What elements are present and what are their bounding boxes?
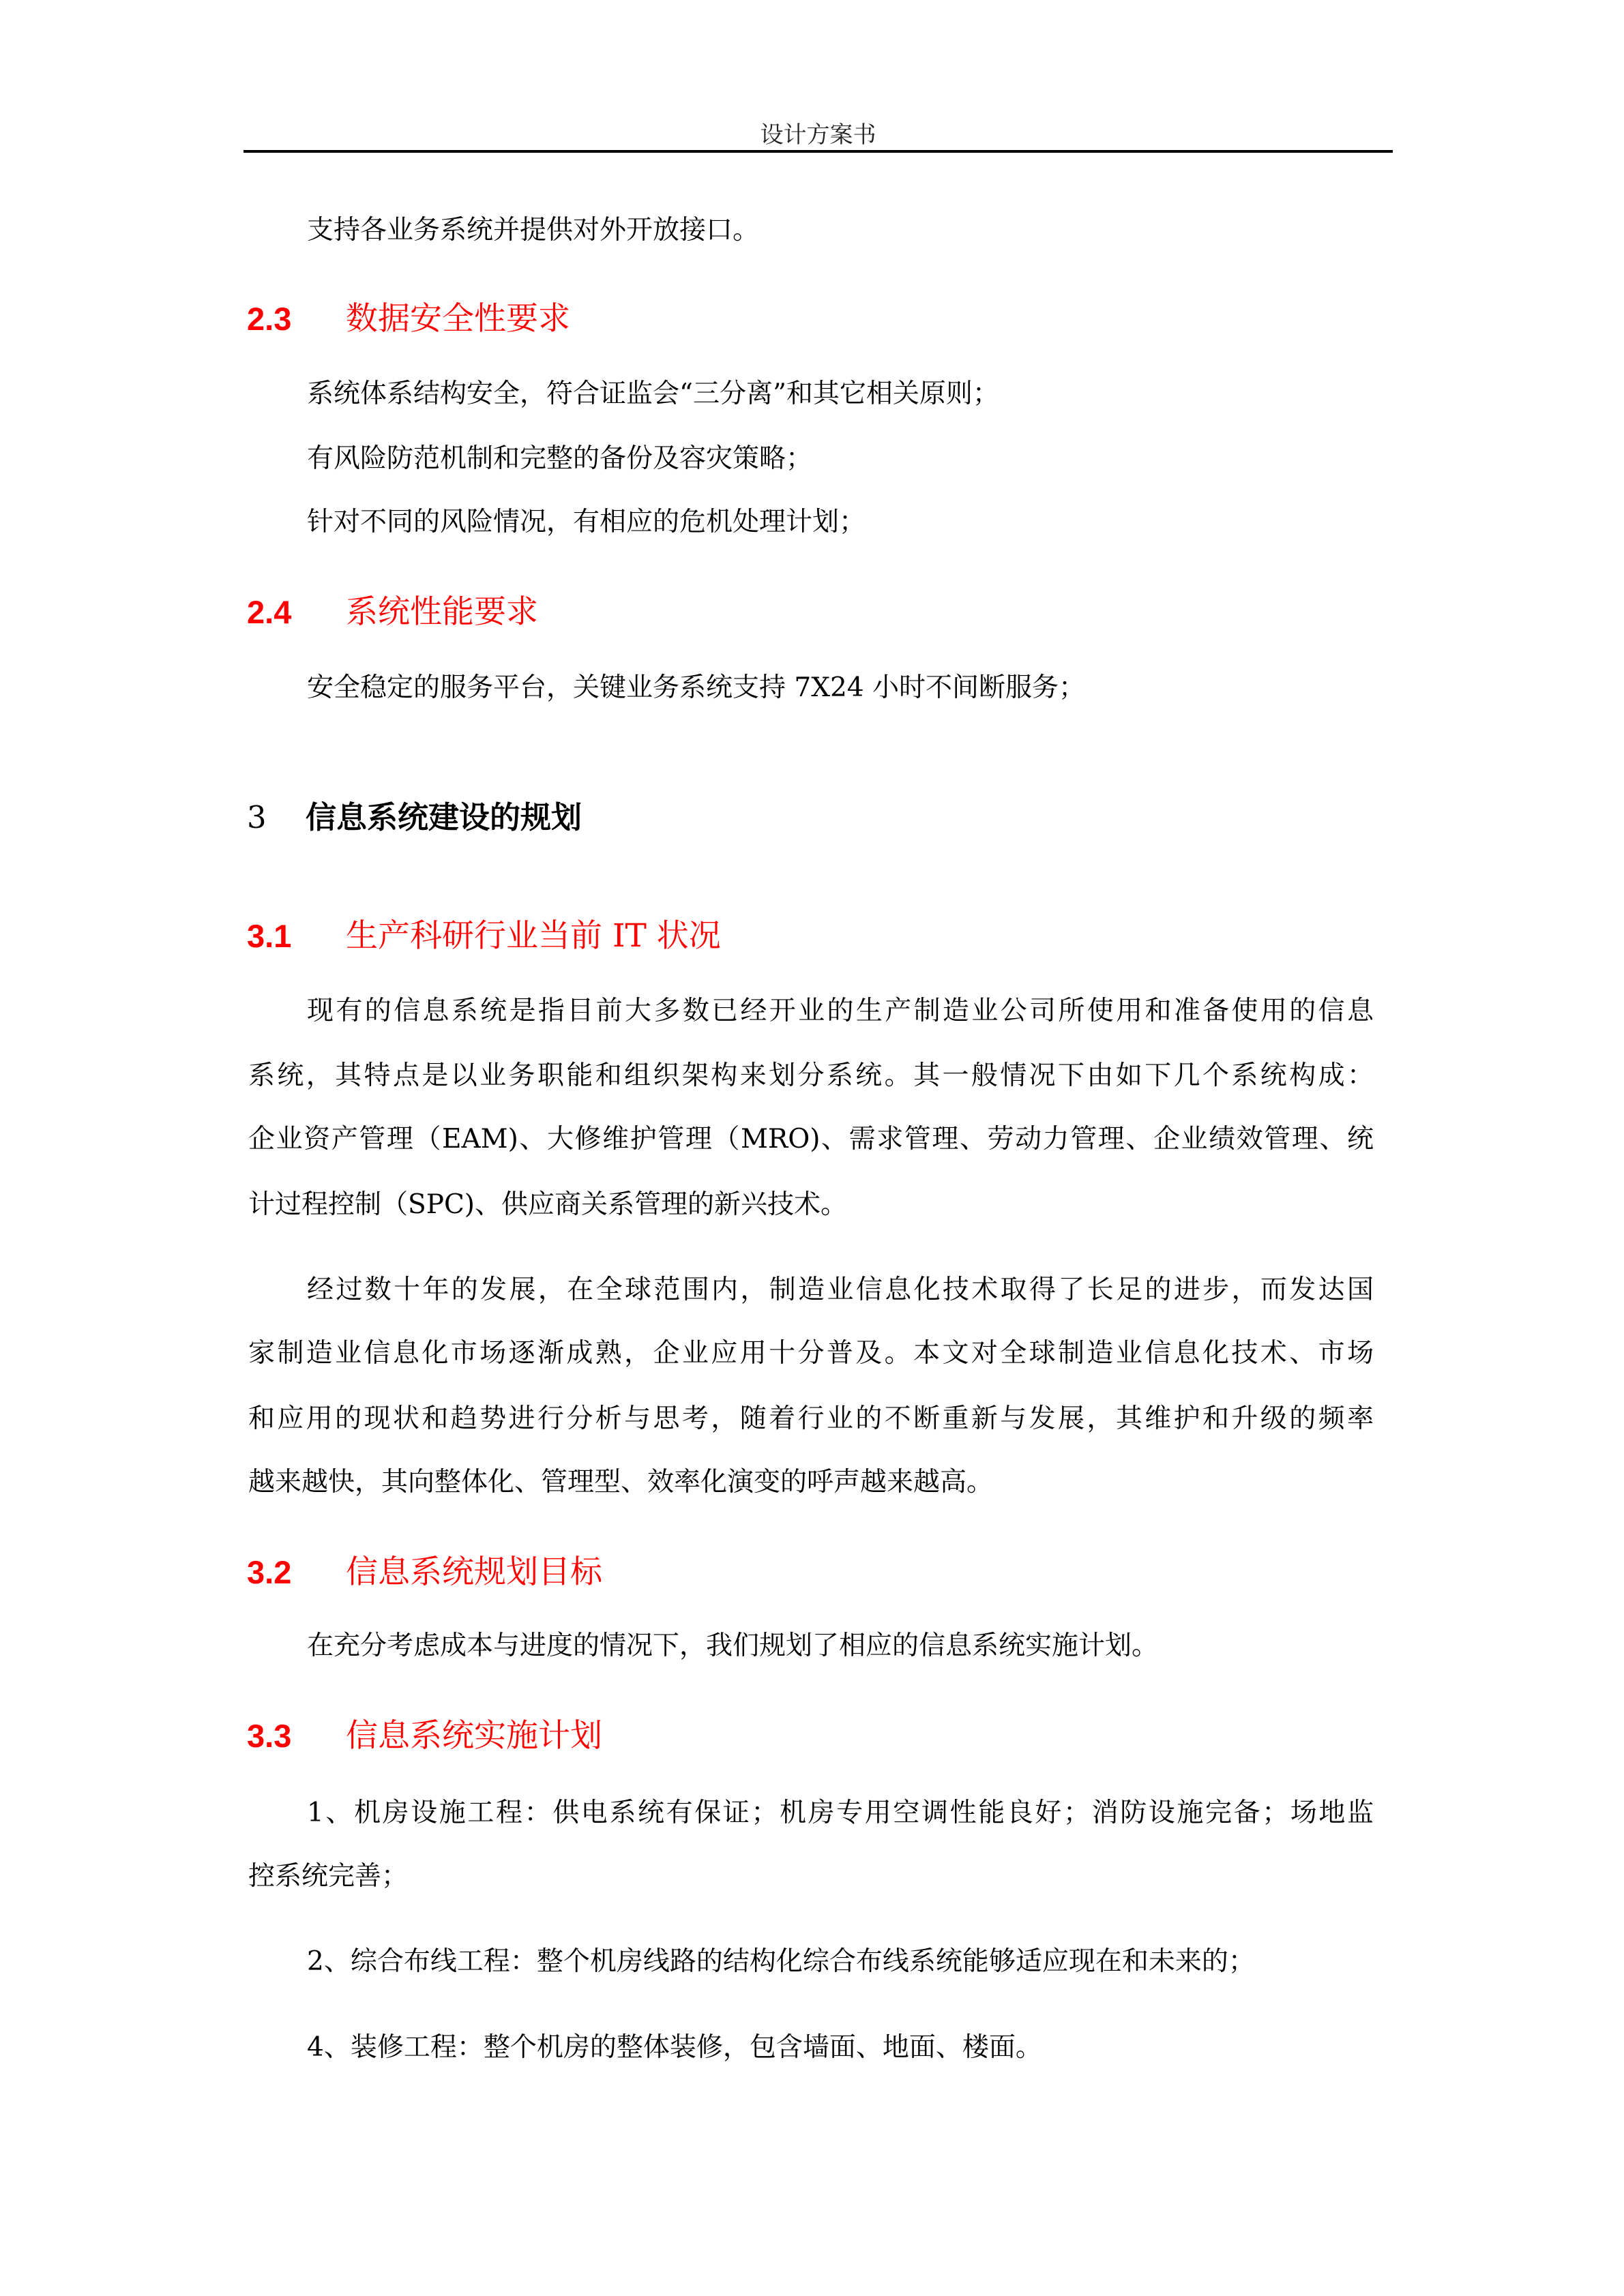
paragraph-line: 计过程控制（SPC)、供应商关系管理的新兴技术。	[248, 1189, 848, 1220]
paragraph-line: 支持各业务系统并提供对外开放接口。	[307, 215, 760, 245]
paragraph-line: 系统体系结构安全，符合证监会“三分离”和其它相关原则；	[307, 378, 999, 409]
paragraph-line: 2、综合布线工程：整个机房线路的结构化综合布线系统能够适应现在和未来的；	[307, 1946, 1255, 1977]
paragraph-line: 1、机房设施工程：供电系统有保证；机房专用空调性能良好；消防设施完备；场地监	[307, 1798, 1374, 1828]
heading-number: 2.3	[247, 301, 292, 337]
page-header-title: 设计方案书	[760, 121, 876, 149]
heading-number: 3.2	[247, 1554, 292, 1590]
paragraph-line: 控系统完善；	[248, 1861, 409, 1892]
paragraph-line: 家制造业信息化市场逐渐成熟，企业应用十分普及。本文对全球制造业信息化技术、市场	[248, 1338, 1374, 1369]
header-rule	[243, 150, 1393, 153]
heading-title: 信息系统建设的规划	[306, 799, 582, 835]
heading-title: 信息系统规划目标	[346, 1553, 602, 1591]
paragraph-line: 企业资产管理（EAM)、大修维护管理（MRO)、需求管理、劳动力管理、企业绩效管理、统	[248, 1124, 1374, 1154]
paragraph-line: 越来越快，其向整体化、管理型、效率化演变的呼声越来越高。	[248, 1467, 994, 1497]
paragraph-line: 4、装修工程：整个机房的整体装修，包含墙面、地面、楼面。	[307, 2032, 1042, 2063]
heading-number: 3	[247, 799, 267, 835]
paragraph-line: 有风险防范机制和完整的备份及容灾策略；	[307, 443, 813, 474]
paragraph-line: 经过数十年的发展，在全球范围内，制造业信息化技术取得了长足的进步，而发达国	[307, 1274, 1374, 1305]
paragraph-line: 在充分考虑成本与进度的情况下，我们规划了相应的信息系统实施计划。	[307, 1630, 1159, 1661]
paragraph-line: 针对不同的风险情况，有相应的危机处理计划；	[307, 507, 866, 537]
heading-number: 2.4	[247, 594, 292, 630]
paragraph-line: 现有的信息系统是指目前大多数已经开业的生产制造业公司所使用和准备使用的信息	[307, 996, 1374, 1026]
heading-title: 数据安全性要求	[346, 300, 570, 338]
heading-title: 信息系统实施计划	[346, 1717, 602, 1755]
paragraph-line: 安全稳定的服务平台，关键业务系统支持 7X24 小时不间断服务；	[307, 672, 1085, 703]
paragraph-line: 系统，其特点是以业务职能和组织架构来划分系统。其一般情况下由如下几个系统构成：	[248, 1060, 1374, 1091]
heading-number: 3.3	[247, 1718, 292, 1754]
paragraph-line: 和应用的现状和趋势进行分析与思考，随着行业的不断重新与发展，其维护和升级的频率	[248, 1403, 1374, 1434]
heading-title: 生产科研行业当前 IT 状况	[346, 917, 721, 955]
heading-number: 3.1	[247, 918, 292, 954]
heading-title: 系统性能要求	[346, 593, 538, 631]
